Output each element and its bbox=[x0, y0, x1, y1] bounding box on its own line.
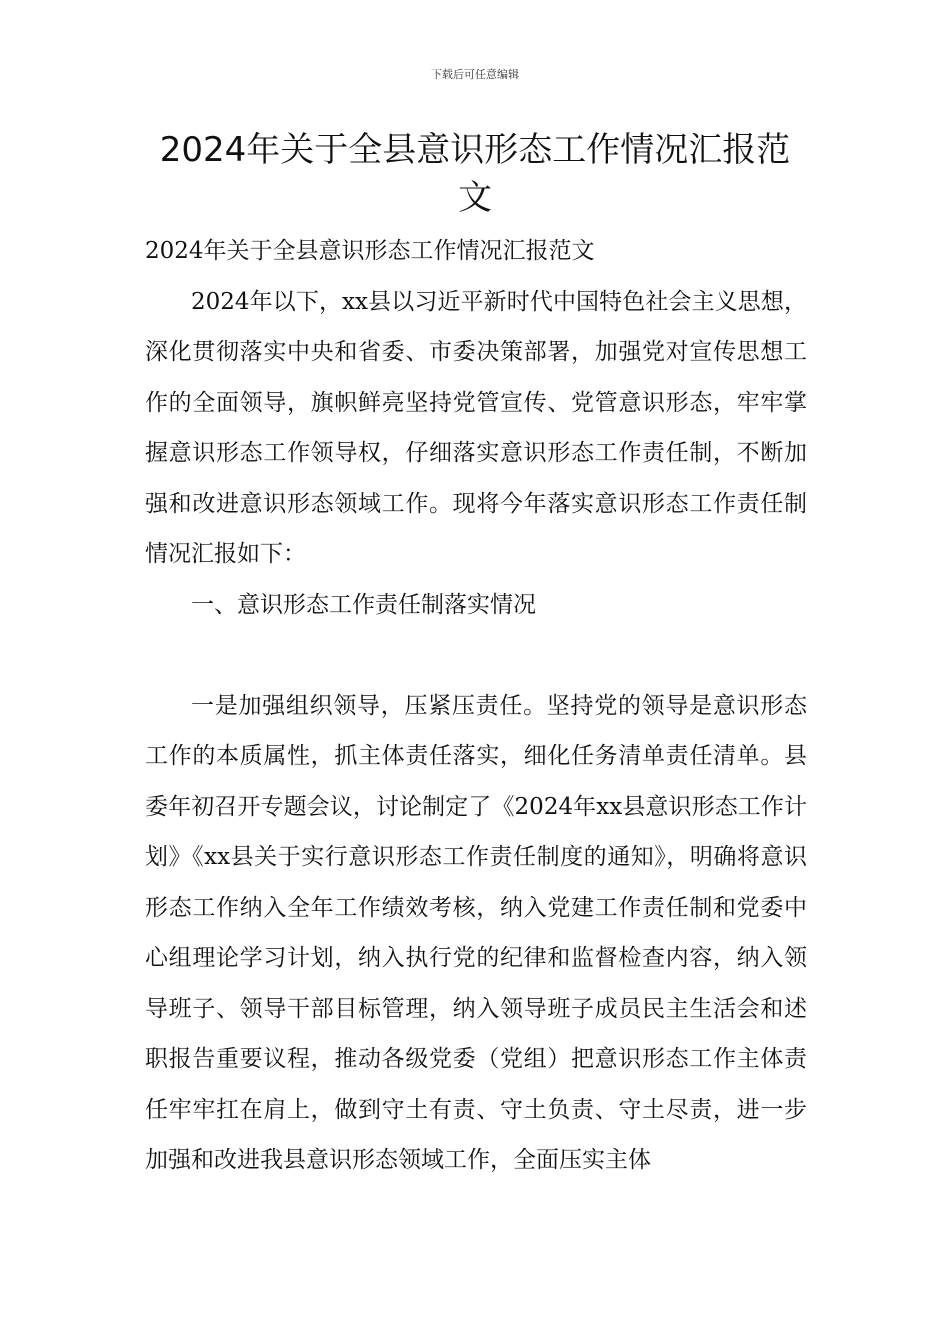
document-title: 2024年关于全县意识形态工作情况汇报范文 bbox=[159, 130, 791, 218]
document-subtitle: 2024年关于全县意识形态工作情况汇报范文 bbox=[145, 238, 595, 264]
body-paragraph: 一是加强组织领导，压紧压责任。坚持党的领导是意识形态工作的本质属性，抓主体责任落实，细化任务清单责任清单。县委年初召开专题会议，讨论制定了《2024年xx县意识形态工作计划》《xx县关于实行意识形态工作责任制度的通知》，明确将意识形态工作纳入全年工作绩效考核，纳入党建工作责任制和党委中心组理论学习计划，纳入执行党的纪律和监督检查内容，纳入领导班子、领导干部目标管理，纳入领导班子成员民主生活会和述职报告重要议程，推动各级党委（党组）把意识形态工作主体责任牢牢扛在肩上，做到守土有责、守土负责、守土尽责，进一步加强和改进我县意识形态领域工作，全面压实主体 bbox=[145, 692, 807, 1173]
intro-paragraph: 2024年以下，xx县以习近平新时代中国特色社会主义思想，深化贯彻落实中央和省委、市委决策部署，加强党对宣传思想工作的全面领导，旗帜鲜亮坚持党管宣传、党管意识形态，牢牢掌握意识形态工作领导权，仔细落实意识形态工作责任制，不断加强和改进意识形态领域工作。现将今年落实意识形态工作责任制情况汇报如下： bbox=[145, 288, 807, 567]
document-body bbox=[145, 226, 807, 1186]
section-heading: 一、意识形态工作责任制落实情况 bbox=[191, 591, 536, 618]
page-header-note: 下载后可任意编辑 bbox=[431, 68, 519, 81]
blank-line bbox=[145, 630, 807, 681]
